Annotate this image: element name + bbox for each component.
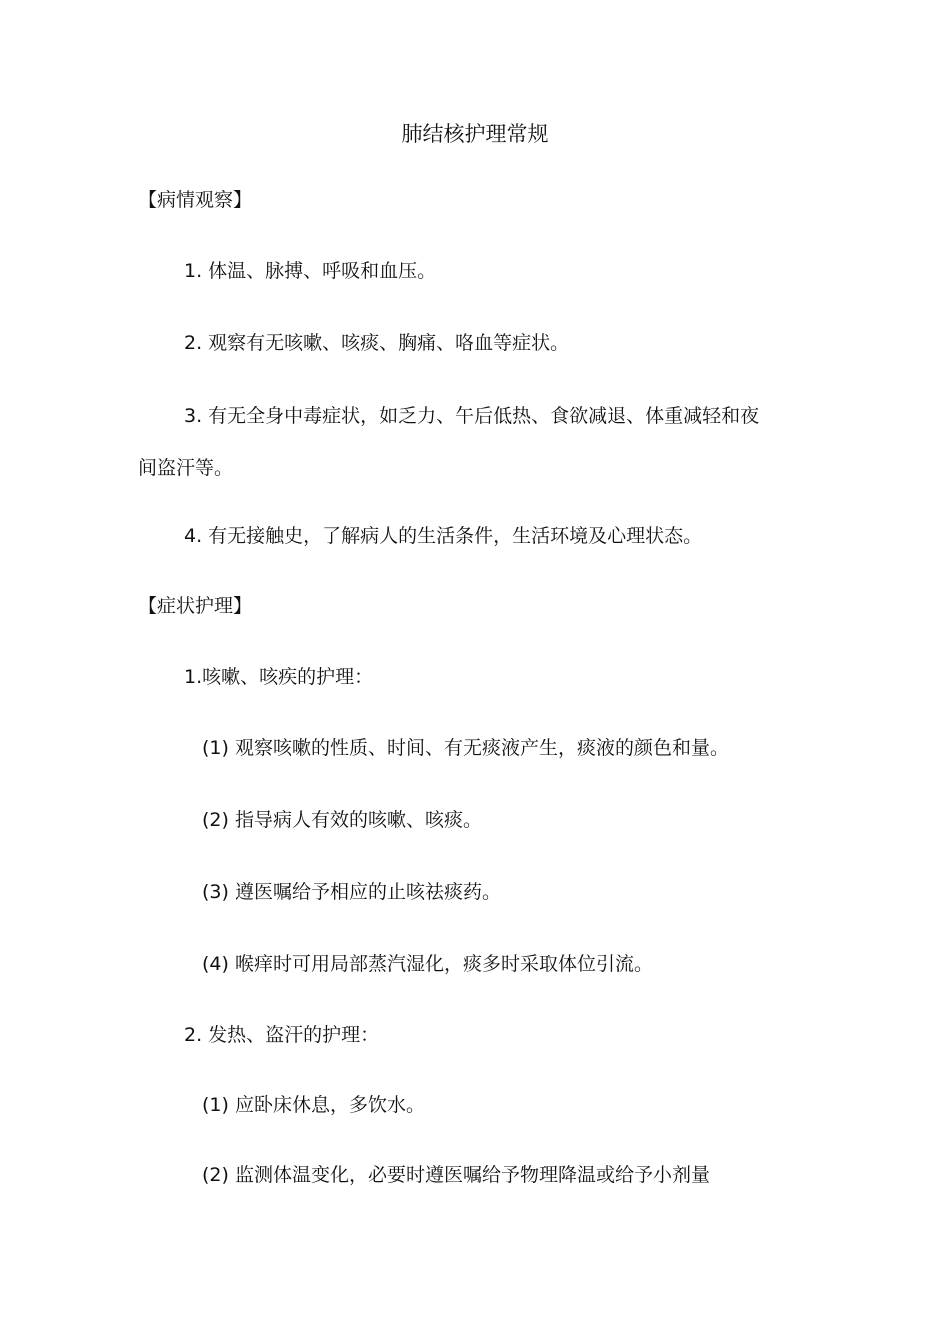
cough-care-item-2: (2) 指导病人有效的咳嗽、咳痰。 — [202, 809, 482, 831]
observation-item-2: 2. 观察有无咳嗽、咳痰、胸痛、咯血等症状。 — [184, 332, 570, 354]
cough-care-item-3: (3) 遵医嘱给予相应的止咳祛痰药。 — [202, 881, 501, 903]
observation-item-3: 3. 有无全身中毒症状，如乏力、午后低热、食欲减退、体重减轻和夜 — [184, 405, 760, 427]
section-heading-observation: 【病情观察】 — [138, 189, 253, 211]
fever-care-item-2: (2) 监测体温变化，必要时遵医嘱给予物理降温或给予小剂量 — [202, 1164, 710, 1186]
fever-care-title: 2. 发热、盗汗的护理： — [184, 1024, 380, 1046]
observation-item-4: 4. 有无接触史，了解病人的生活条件，生活环境及心理状态。 — [184, 525, 703, 547]
section-heading-symptom-care: 【症状护理】 — [138, 595, 253, 617]
observation-item-1: 1. 体温、脉搏、呼吸和血压。 — [184, 260, 437, 282]
document-title: 肺结核护理常规 — [401, 122, 549, 146]
cough-care-item-1: (1) 观察咳嗽的性质、时间、有无痰液产生，痰液的颜色和量。 — [202, 737, 729, 759]
cough-care-title: 1.咳嗽、咳疾的护理： — [184, 666, 374, 688]
cough-care-item-4: (4) 喉痒时可用局部蒸汽湿化，痰多时采取体位引流。 — [202, 953, 653, 975]
observation-item-3-continued: 间盗汗等。 — [138, 457, 234, 479]
fever-care-item-1: (1) 应卧床休息，多饮水。 — [202, 1094, 425, 1116]
